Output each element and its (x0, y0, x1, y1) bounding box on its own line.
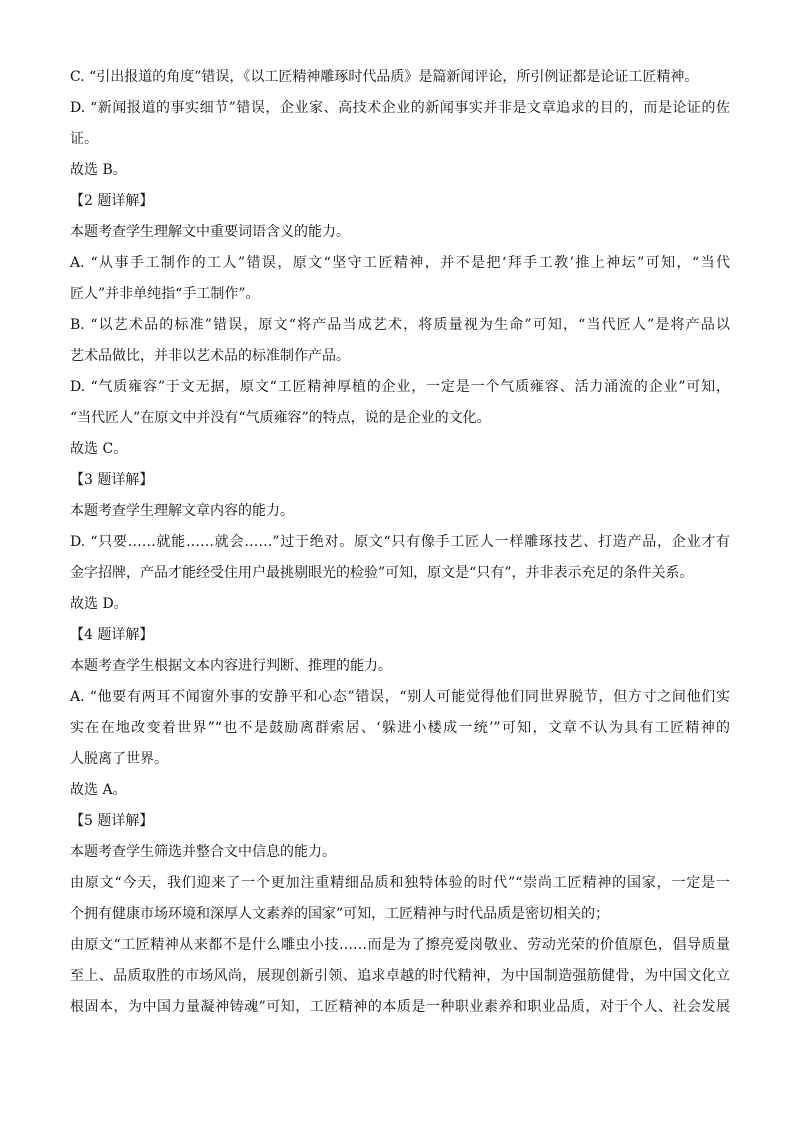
text-line: D. “新闻报道的事实细节”错误，企业家、高技术企业的新闻事实并非是文章追求的目的，而是论证的佐 (70, 100, 730, 116)
text-line: 由原文“工匠精神从来都不是什么雕虫小技……而是为了擦亮爱岗敬业、劳动光荣的价值原色，倡导质量 (70, 937, 730, 953)
text-line: 【4 题详解】 (70, 627, 154, 643)
text-line: 故选 D。 (70, 596, 128, 612)
text-line: 故选 A。 (70, 782, 127, 798)
text-line: 证。 (70, 131, 98, 147)
text-line: C. “引出报道的角度”错误，《以工匠精神雕琢时代品质》是篇新闻评论，所引例证都是论证工匠精神。 (70, 69, 699, 85)
text-line: D. “只要……就能……就会……”过于绝对。原文“只有像手工匠人一样雕琢技艺、打造产品，企业才有 (70, 534, 730, 550)
text-line: 故选 C。 (70, 441, 128, 457)
text-line: 实在在地改变着世界”“也不是鼓励离群索居、‘躲进小楼成一统’”可知，文章不认为具有工匠精神的 (70, 720, 730, 736)
text-line: A. “从事手工制作的工人”错误，原文“坚守工匠精神，并不是把‘拜手工教’推上神坛”可知，“当代 (70, 255, 730, 271)
text-line: 根固本，为中国力量凝神铸魂”可知，工匠精神的本质是一种职业素养和职业品质，对于个人、社会发展 (70, 999, 730, 1015)
text-line: 本题考查学生理解文章内容的能力。 (70, 503, 294, 519)
text-line: 人脱离了世界。 (70, 751, 168, 767)
text-line: “当代匠人”在原文中并没有“气质雍容”的特点，说的是企业的文化。 (70, 410, 491, 426)
text-line: A. “他要有两耳不闻窗外事的安静平和心态”错误，“别人可能觉得他们同世界脱节，但方寸之间他们实 (70, 689, 730, 705)
text-line: 个拥有健康市场环境和深厚人文素养的国家”可知，工匠精神与时代品质是密切相关的； (70, 906, 610, 922)
text-line: D. “气质雍容”于文无据，原文“工匠精神厚植的企业，一定是一个气质雍容、活力涌流的企业”可知， (70, 379, 730, 395)
text-line: 匠人”并非单纯指“手工制作”。 (70, 286, 260, 302)
text-line: 至上、品质取胜的市场风尚，展现创新引领、追求卓越的时代精神，为中国制造强筋健骨，为中国文化立 (70, 968, 730, 984)
text-line: 【2 题详解】 (70, 193, 154, 209)
text-line: 【5 题详解】 (70, 813, 154, 829)
text-line: 故选 B。 (70, 162, 127, 178)
text-line: 本题考查学生理解文中重要词语含义的能力。 (70, 224, 350, 240)
text-line: 艺术品做比，并非以艺术品的标准制作产品。 (70, 348, 350, 364)
text-line: 本题考查学生筛选并整合文中信息的能力。 (70, 844, 336, 860)
text-line: 金字招牌，产品才能经受住用户最挑剔眼光的检验”可知，原文是“只有”，并非表示充足的条件关系。 (70, 565, 694, 581)
document-body (70, 62, 730, 1023)
text-line: 由原文“今天，我们迎来了一个更加注重精细品质和独特体验的时代”“崇尚工匠精神的国家，一定是一 (70, 875, 730, 891)
text-line: B. “以艺术品的标准”错误，原文“将产品当成艺术，将质量视为生命”可知，“当代匠人”是将产品以 (70, 317, 730, 333)
text-line: 【3 题详解】 (70, 472, 154, 488)
text-line: 本题考查学生根据文本内容进行判断、推理的能力。 (70, 658, 392, 674)
